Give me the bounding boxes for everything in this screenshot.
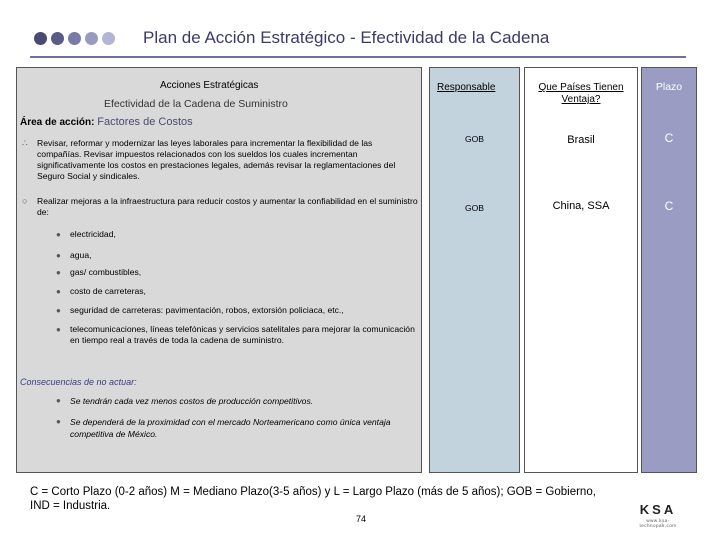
header-plazo: Plazo [655,81,683,93]
bullet-icon: ● [56,287,61,296]
action-text: Revisar, reformar y modernizar las leyes laborales para incrementar la flexibilidad de las compañías. Revisar impuestos relacionados con los sueldos los cuales incrementan significativamente los costos en prestaciones legales, además revisar la reglamentaciones del Seguro Social y sindicales. [37,138,396,181]
bullet-icon: ● [56,306,61,315]
header-paises: Que Países Tienen Ventaja? [538,82,624,105]
consequence-item: ● Se dependerá de la proximidad con el mercado Norteamericano como única ventaja competitiva de México. [56,417,391,439]
plazo-column [641,67,697,473]
page-number: 74 [356,514,367,524]
header-dot [51,32,64,45]
area-value: Factores de Costos [97,116,193,128]
paises-column [524,67,638,473]
title-divider [30,56,686,58]
consequences-title: Consecuencias de no actuar: [20,377,137,387]
header-dot [102,32,115,45]
consequence-item: ● Se tendrán cada vez menos costos de producción competitivos. [56,396,314,406]
header-efectividad: Efectividad de la Cadena de Suministro [104,98,288,110]
bullet-icon: ● [56,251,61,260]
area-de-accion [20,116,193,128]
header-dot [34,32,47,45]
header-dot [85,32,98,45]
responsable-column [429,67,520,473]
sub-item: ● agua, [56,250,92,260]
logo-subtitle: www.ksa-technopak.com [639,518,677,528]
responsable-value: GOB [464,134,485,144]
header-dots [34,32,115,45]
responsable-value: GOB [464,203,485,213]
plazo-value: C [664,199,674,213]
logo-text: KSA [639,502,677,517]
action-item [22,138,418,182]
header-acciones: Acciones Estratégicas [160,80,259,91]
paises-value: China, SSA [552,200,610,212]
sub-item: ● costo de carreteras, [56,286,146,296]
bullet-icon: ● [56,325,61,334]
sub-item: ● seguridad de carreteras: pavimentación, robos, extorsión policiaca, etc., [56,305,344,315]
sub-item: ● gas/ combustibles, [56,267,142,277]
plazo-value: C [664,131,674,145]
bullet-icon: ∴ [22,138,28,148]
action-item [22,196,418,218]
bullet-icon: ● [56,268,61,277]
sub-item: ● telecomunicaciones, líneas telefónicas y servicios satelitales para mejorar la comunicación en tiempo real a través de toda la cadena de suministro. [56,324,415,345]
bullet-icon: ○ [22,196,28,206]
ksa-logo [628,502,688,528]
header-responsable: Responsable [437,82,496,93]
sub-item: ● electricidad, [56,229,116,239]
bullet-icon: ● [56,417,61,426]
paises-value: Brasil [567,134,595,146]
page-title: Plan de Acción Estratégico - Efectividad de la Cadena [143,28,550,47]
action-text: Realizar mejoras a la infraestructura para reducir costos y aumentar la confiabilidad en el suministro de: [37,196,418,217]
bullet-icon: ● [56,396,61,405]
footer-legend: C = Corto Plazo (0-2 años) M = Mediano Plazo(3-5 años) y L = Largo Plazo (más de 5 años); GOB = Gobierno, IND = Industria. [30,486,596,512]
bullet-icon: ● [56,230,61,239]
area-label: Área de acción: [20,117,95,128]
header-dot [68,32,81,45]
